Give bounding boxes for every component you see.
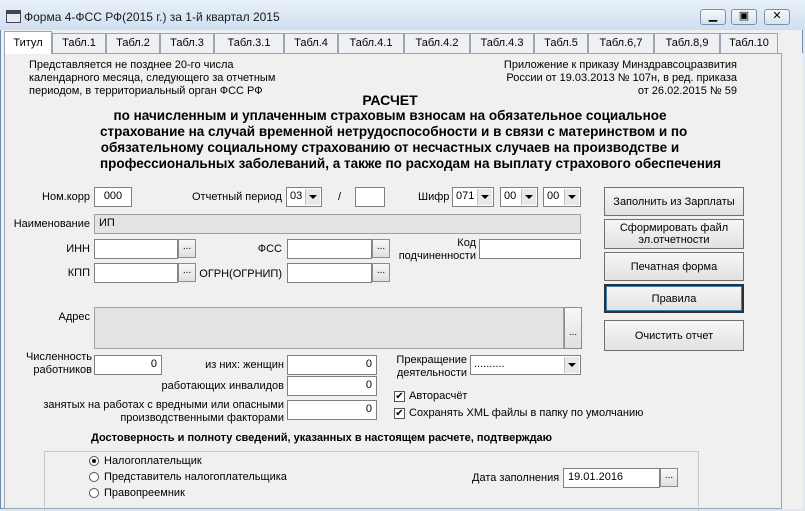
subordination-code-label: Код подчиненности — [398, 237, 476, 262]
reporting-period-label: Отчетный период — [192, 191, 282, 203]
autocalc-checkbox[interactable]: ✔ — [395, 391, 404, 402]
save-xml-checkbox[interactable]: ✔ — [395, 408, 404, 419]
termination-label: Прекращение деятельности — [396, 354, 467, 379]
tab-strip — [4, 31, 779, 53]
address-browse-button[interactable]: ... — [564, 307, 582, 349]
radio-representative[interactable] — [89, 472, 99, 482]
rules-button[interactable]: Правила — [604, 284, 744, 313]
fss-input[interactable] — [287, 239, 372, 259]
tab-titul[interactable]: Титул — [4, 31, 52, 54]
radio-taxpayer[interactable] — [89, 456, 99, 466]
address-input[interactable] — [94, 307, 564, 349]
tab-table-3-1[interactable]: Табл.3.1 — [214, 33, 284, 53]
kpp-input[interactable] — [94, 263, 178, 283]
close-icon: ✕ — [772, 10, 782, 22]
ogrn-label: ОГРН(ОГРНИП) — [199, 268, 282, 280]
tab-table-4-1[interactable]: Табл.4.1 — [338, 33, 404, 53]
radio-successor[interactable] — [89, 488, 99, 498]
clear-report-button[interactable]: Очистить отчет — [604, 320, 744, 351]
fill-date-label: Дата заполнения — [472, 472, 560, 484]
inn-browse-button[interactable]: ... — [178, 239, 196, 258]
minimize-icon: ▁ — [708, 10, 718, 22]
maximize-button[interactable] — [731, 9, 757, 25]
subordination-code-input[interactable] — [479, 239, 581, 259]
reporting-period-select[interactable]: 03 — [286, 187, 322, 207]
submission-note: Представляется не позднее 20-го числа календарного месяца, следующего за отчетным периодом, в территориальный орган ФСС РФ — [29, 59, 276, 97]
autocalc-label: Авторасчёт — [409, 390, 468, 402]
women-count-input[interactable]: 0 — [287, 355, 377, 375]
disabled-count-input[interactable]: 0 — [287, 376, 377, 396]
kpp-label: КПП — [67, 267, 90, 279]
chevron-down-icon — [564, 357, 579, 373]
tab-table-4[interactable]: Табл.4 — [284, 33, 338, 53]
tab-table-4-2[interactable]: Табл.4.2 — [404, 33, 470, 53]
disabled-count-label: работающих инвалидов — [161, 380, 284, 392]
tab-table-5[interactable]: Табл.5 — [534, 33, 588, 53]
address-label: Адрес — [58, 311, 90, 323]
staff-count-label: Численность работников — [25, 351, 92, 376]
name-label: Наименование — [13, 218, 90, 230]
women-count-label: из них: женщин — [205, 359, 284, 371]
fill-date-input[interactable]: 19.01.2016 — [563, 468, 660, 488]
save-xml-label: Сохранять XML файлы в папку по умолчанию — [409, 407, 644, 419]
tab-table-2[interactable]: Табл.2 — [106, 33, 160, 53]
tab-table-3[interactable]: Табл.3 — [160, 33, 214, 53]
kpp-browse-button[interactable]: ... — [178, 263, 196, 282]
fill-from-salary-button[interactable]: Заполнить из Зарплаты — [604, 187, 744, 216]
tab-table-1[interactable]: Табл.1 — [52, 33, 106, 53]
confirmation-heading: Достоверность и полноту сведений, указанных в настоящем расчете, подтверждаю — [91, 432, 553, 444]
correction-number-label: Ном.корр — [42, 191, 90, 203]
radio-representative-label: Представитель налогоплательщика — [104, 471, 287, 483]
harmful-count-label: занятых на работах с вредными или опасными производственными факторами — [43, 399, 284, 424]
document-title: РАСЧЕТ — [362, 92, 418, 108]
cipher-label: Шифр — [418, 191, 450, 203]
ogrn-input[interactable] — [287, 263, 372, 283]
harmful-count-input[interactable]: 0 — [287, 400, 377, 420]
app-window-icon[interactable] — [6, 10, 21, 23]
minimize-button[interactable] — [700, 9, 726, 25]
ogrn-browse-button[interactable]: ... — [372, 263, 390, 282]
termination-select[interactable]: .......... — [470, 355, 581, 375]
tab-table-8-9[interactable]: Табл.8,9 — [654, 33, 720, 53]
name-input[interactable]: ИП — [94, 214, 581, 234]
period-separator: / — [338, 191, 342, 203]
tab-table-10[interactable]: Табл.10 — [720, 33, 778, 53]
order-reference-note: Приложение к приказу Минздравсоцразвития России от 19.03.2013 № 107н, в ред. приказа от 26.02.2015 № 59 — [503, 59, 737, 97]
chevron-down-icon — [564, 189, 579, 205]
close-button[interactable] — [764, 9, 790, 25]
cipher-select-3[interactable]: 00 — [543, 187, 581, 207]
print-form-button[interactable]: Печатная форма — [604, 252, 744, 281]
inn-input[interactable] — [94, 239, 178, 259]
maximize-icon: ▣ — [738, 10, 750, 22]
radio-successor-label: Правопреемник — [104, 487, 185, 499]
tab-table-4-3[interactable]: Табл.4.3 — [470, 33, 534, 53]
make-electronic-file-button[interactable]: Сформировать файл эл.отчетности — [604, 219, 744, 249]
chevron-down-icon — [477, 189, 492, 205]
chevron-down-icon — [521, 189, 536, 205]
fss-label: ФСС — [257, 243, 282, 255]
reporting-year-input[interactable] — [355, 187, 385, 207]
fill-date-picker-button[interactable]: ... — [660, 468, 678, 487]
window-title: Форма 4-ФСС РФ(2015 г.) за 1-й квартал 2015 — [24, 10, 280, 24]
tab-table-6-7[interactable]: Табл.6,7 — [588, 33, 654, 53]
radio-taxpayer-label: Налогоплательщик — [104, 455, 202, 467]
chevron-down-icon — [305, 189, 320, 205]
cipher-select-1[interactable]: 071 — [452, 187, 494, 207]
fss-browse-button[interactable]: ... — [372, 239, 390, 258]
cipher-select-2[interactable]: 00 — [500, 187, 538, 207]
document-subtitle: по начисленным и уплаченным страховым взносам на обязательное социальное страхование на случай временной нетрудоспособности и в связи с материнством и по обязательному социальному страхованию от несчастных случаев на производстве и профессиональных заболеваний, а также по расходам на выплату страхового обеспечения — [100, 108, 722, 171]
vertical-scrollbar[interactable] — [782, 53, 803, 509]
inn-label: ИНН — [66, 243, 90, 255]
correction-number-input[interactable]: 000 — [94, 187, 132, 207]
staff-count-input[interactable]: 0 — [94, 355, 162, 375]
